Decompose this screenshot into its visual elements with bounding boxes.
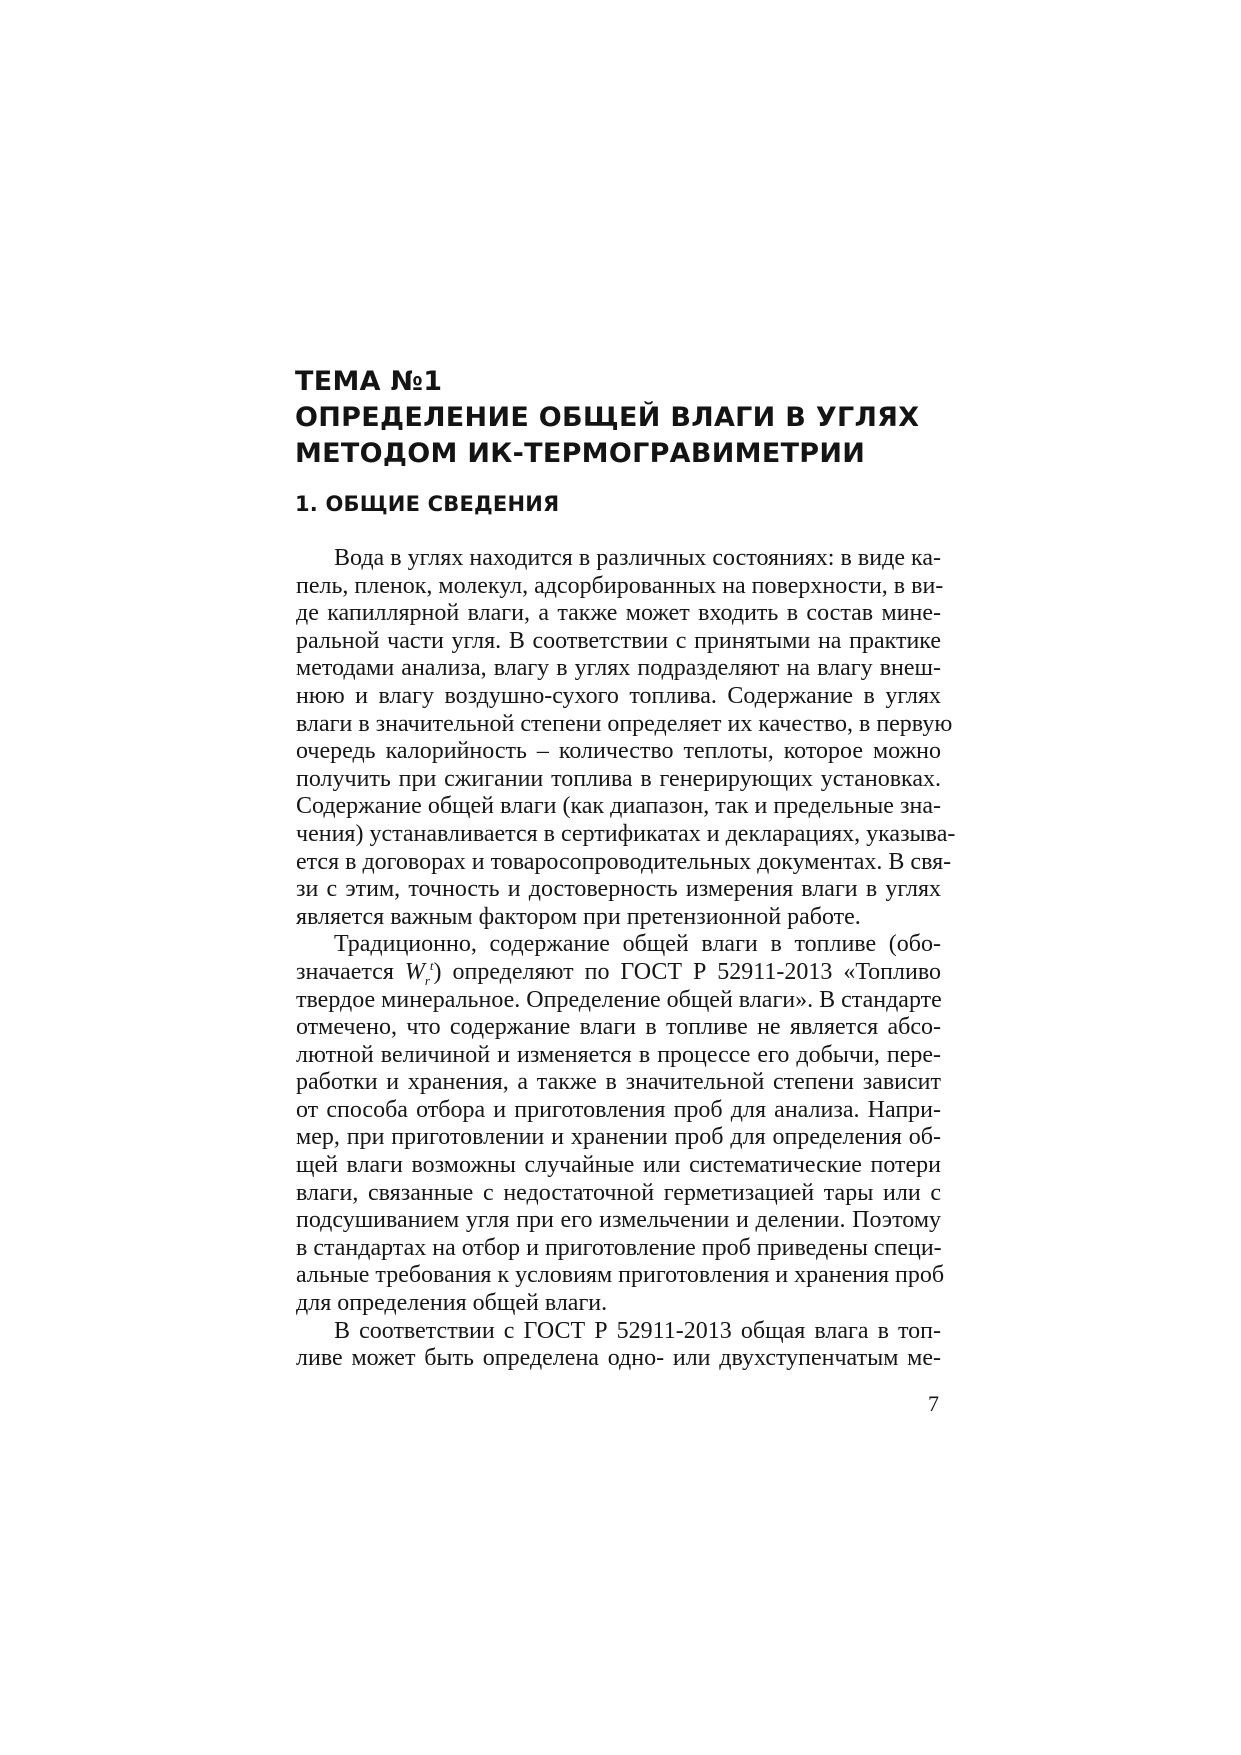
paragraph-2-line: работки и хранения, а также в значительной степени зависит	[296, 1069, 941, 1096]
paragraph-1-line: пель, пленок, молекул, адсорбированных на поверхности, в ви-	[296, 572, 944, 599]
paragraph-2-line: влаги, связанные с недостаточной герметизацией тары или с	[296, 1179, 941, 1206]
formula-subscript: r	[424, 972, 430, 988]
paragraph-2-line: твердое минеральное. Определение общей влаги». В стандарте	[296, 986, 942, 1013]
moisture-formula	[404, 957, 434, 988]
paragraph-1-line: зи с этим, точность и достоверность измерения влаги в углях	[296, 876, 941, 903]
topic-title-line-1: ОПРЕДЕЛЕНИЕ ОБЩЕЙ ВЛАГИ В УГЛЯХ	[295, 402, 920, 433]
paragraph-1-line: Вода в углях находится в различных состояниях: в виде ка-	[334, 545, 941, 571]
body-text	[296, 545, 956, 1373]
paragraph-1-line: ется в договорах и товаросопроводительных документах. В свя-	[296, 848, 952, 875]
paragraph-2-line: мер, при приготовлении и хранении проб для определения об-	[296, 1124, 941, 1151]
paragraph-2-line: подсушиванием угля при его измельчении и делении. Поэтому	[296, 1207, 941, 1234]
paragraph-2-text-before-formula: значается	[296, 958, 394, 985]
formula-base: W	[404, 958, 425, 985]
paragraph-1-line: нюю и влагу воздушно-сухого топлива. Содержание в углях	[296, 682, 941, 709]
section-heading: 1. ОБЩИЕ СВЕДЕНИЯ	[295, 492, 560, 516]
topic-number: ТЕМА №1	[295, 366, 443, 397]
paragraph-3-line: ливе может быть определена одно- или двухступенчатым ме-	[296, 1345, 941, 1372]
paragraph-2-line: лютной величиной и изменяется в процессе его добычи, пере-	[296, 1041, 941, 1068]
topic-title-line-2: МЕТОДОМ ИК-ТЕРМОГРАВИМЕТРИИ	[295, 438, 866, 469]
paragraph-1-line: получить при сжигании топлива в генерирующих установках.	[296, 765, 941, 792]
paragraph-2-line: для определения общей влаги.	[296, 1290, 608, 1317]
page-number: 7	[928, 1391, 939, 1416]
paragraph-2-line: от способа отбора и приготовления проб для анализа. Напри-	[296, 1096, 941, 1123]
paragraph-1-line: методами анализа, влагу в углях подразделяют на влагу внеш-	[296, 655, 941, 682]
paragraph-3-line: В соответствии с ГОСТ Р 52911-2013 общая влага в топ-	[334, 1317, 941, 1344]
paragraph-2-line: щей влаги возможны случайные или систематические потери	[296, 1152, 941, 1179]
paragraph-1-line: Содержание общей влаги (как диапазон, так и предельные зна-	[296, 793, 941, 820]
paragraph-1-line: очередь калорийность – количество теплоты, которое можно	[296, 738, 941, 765]
paragraph-1-line: де капиллярной влаги, а также может входить в состав мине-	[296, 600, 941, 627]
paragraph-2-line: в стандартах на отбор и приготовление проб приведены специ-	[296, 1234, 942, 1261]
paragraph-2-line: Традиционно, содержание общей влаги в топливе (обо-	[334, 931, 941, 958]
paragraph-1-line: влаги в значительной степени определяет их качество, в первую	[296, 710, 953, 737]
paragraph-1-line: ральной части угля. В соответствии с принятыми на практике	[296, 627, 941, 654]
paragraph-1-line: является важным фактором при претензионной работе.	[296, 903, 861, 930]
paragraph-2-line: отмечено, что содержание влаги в топливе не является абсо-	[296, 1014, 941, 1041]
paragraph-2-text-after-formula: ) определяют по ГОСТ Р 52911-2013 «Топливо	[433, 958, 942, 985]
paragraph-2-line: альные требования к условиям приготовления и хранения проб	[296, 1262, 945, 1289]
topic-title	[295, 364, 995, 472]
formula-superscript: t	[429, 957, 434, 973]
paragraph-1-line: чения) устанавливается в сертификатах и декларациях, указыва-	[296, 820, 956, 847]
paragraph-2-line-with-formula	[296, 959, 941, 987]
